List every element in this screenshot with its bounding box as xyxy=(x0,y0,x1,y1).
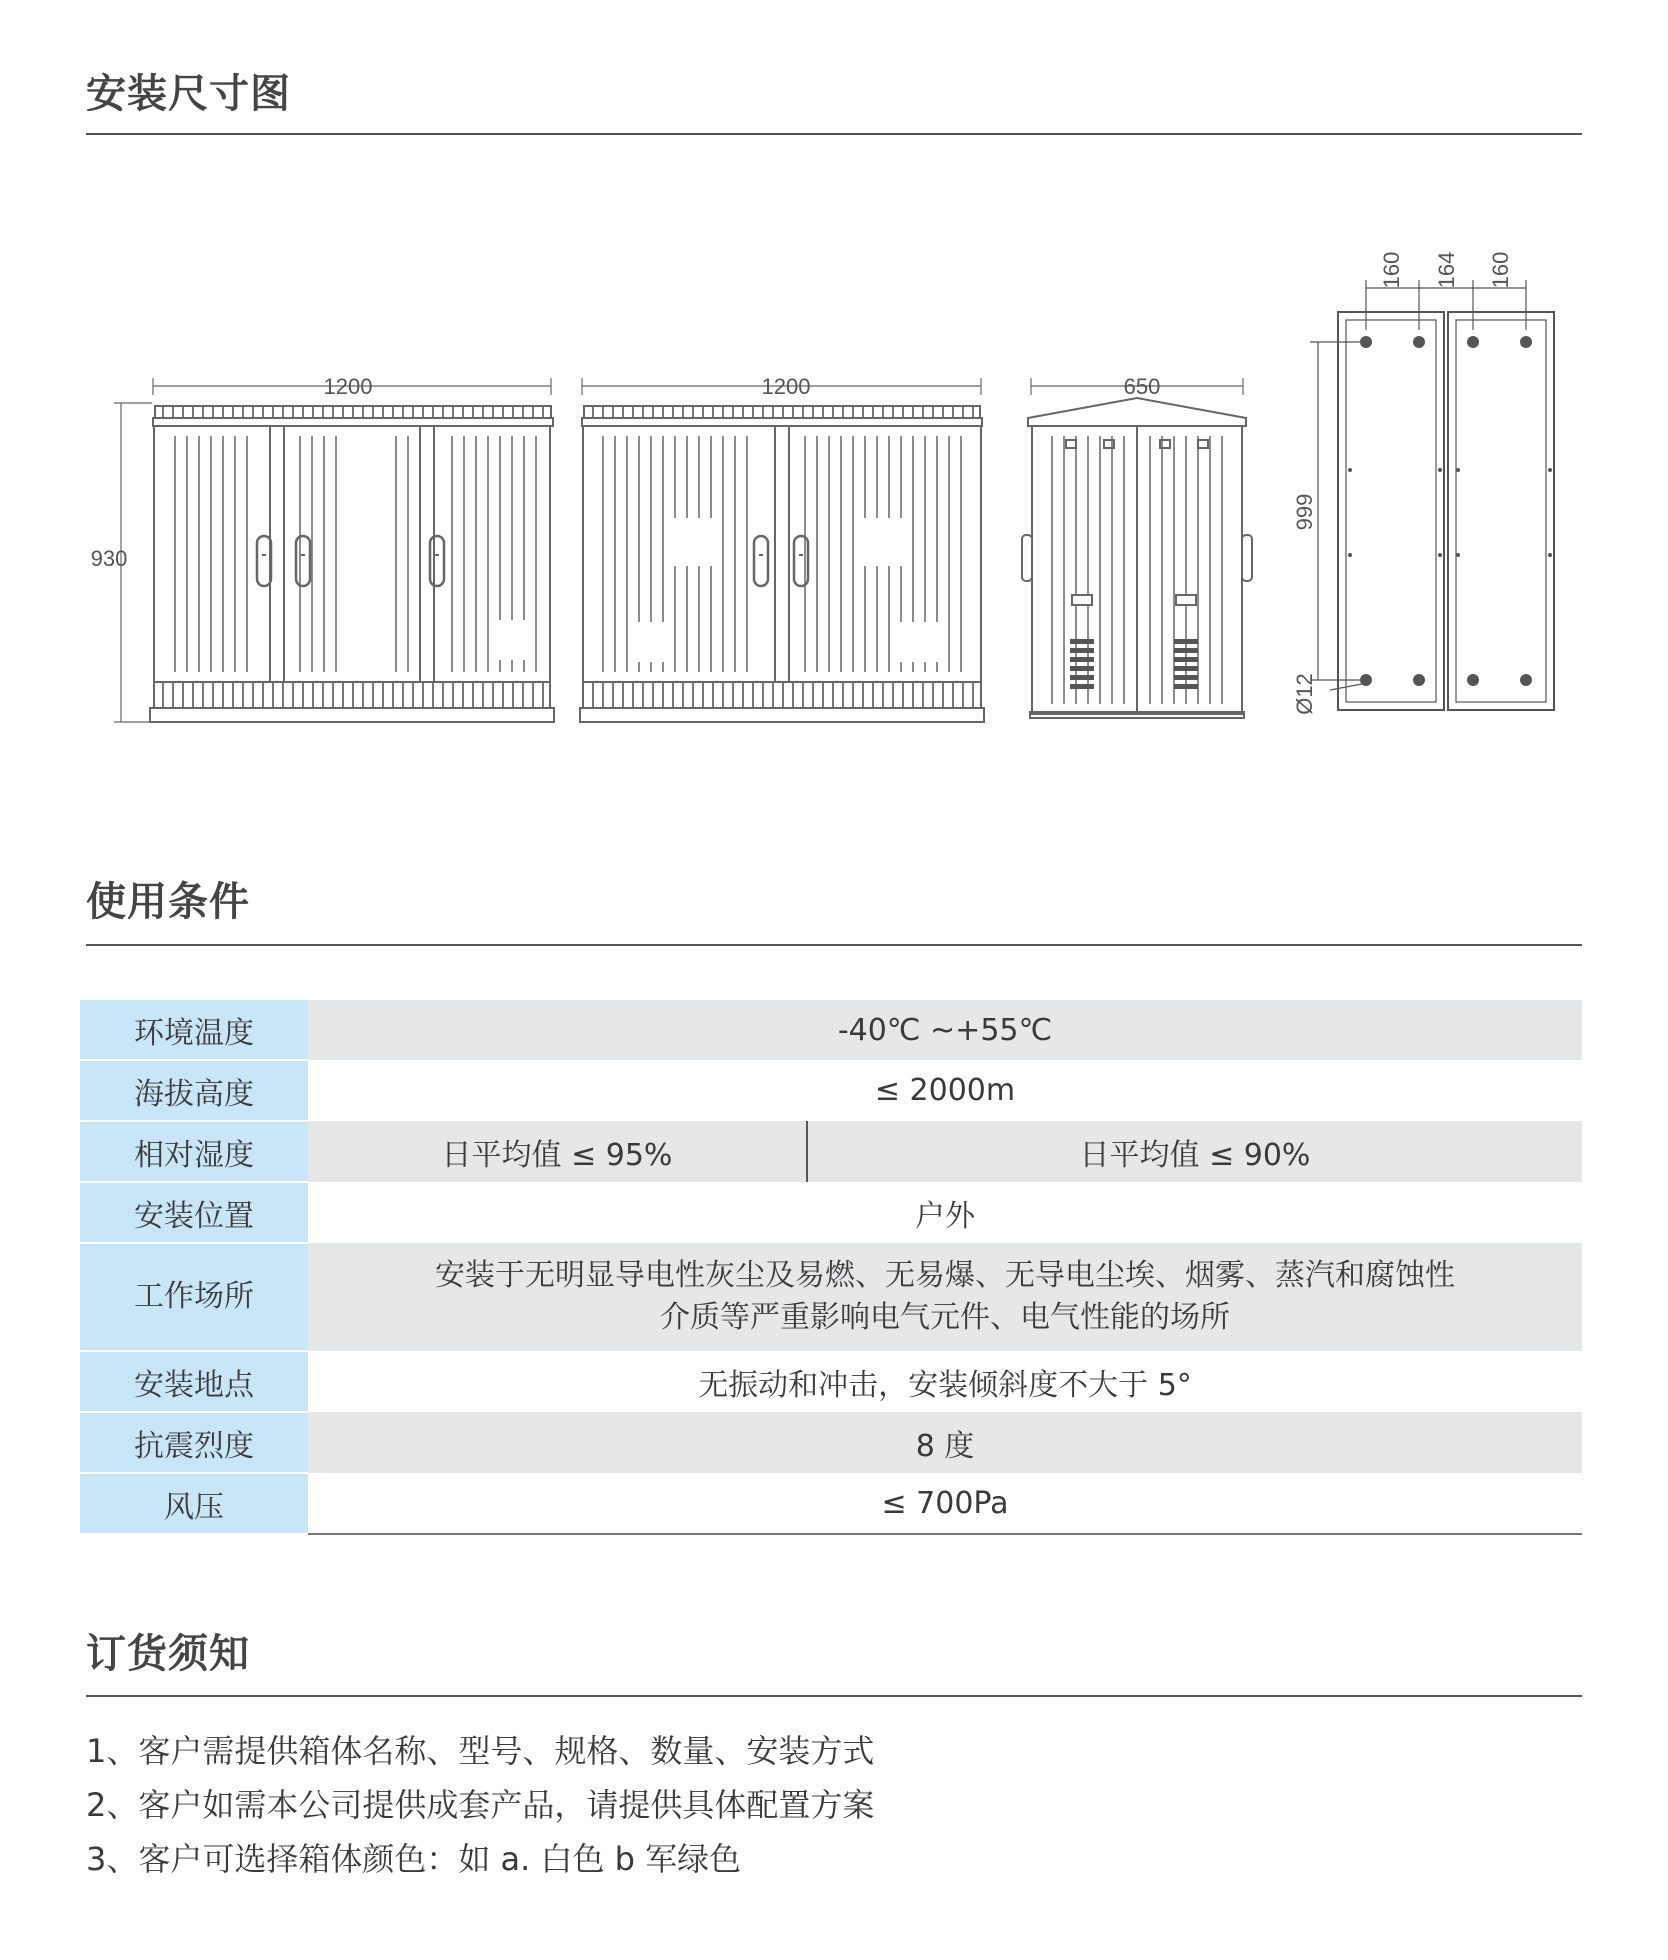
list-item: 2、客户如需本公司提供成套产品，请提供具体配置方案 xyxy=(86,1786,875,1824)
condition-label: 环境温度 xyxy=(80,1000,308,1060)
condition-value: -40℃ ~+55℃ xyxy=(308,1000,1582,1060)
condition-label: 抗震烈度 xyxy=(80,1412,308,1473)
front-view-three-door xyxy=(114,378,554,722)
table-row xyxy=(80,1182,1582,1243)
condition-value: ≤ 700Pa xyxy=(308,1473,1582,1534)
condition-value-left: 日平均值 ≤ 95% xyxy=(308,1121,807,1182)
condition-label: 风压 xyxy=(80,1473,308,1534)
ordering-notes-title: 订货须知 xyxy=(86,1631,250,1677)
condition-value: 8 度 xyxy=(308,1412,1582,1473)
table-row xyxy=(80,1000,1582,1060)
title-rule xyxy=(86,944,1582,946)
install-dimension-drawing xyxy=(0,0,1668,820)
dim-base-w2: 164 xyxy=(1434,251,1459,289)
dim-width-back: 1200 xyxy=(761,374,811,399)
condition-label: 相对湿度 xyxy=(80,1121,308,1182)
table-row xyxy=(80,1121,1582,1182)
dim-width-front: 1200 xyxy=(323,374,373,399)
list-item: 3、客户可选择箱体颜色：如 a. 白色 b 军绿色 xyxy=(86,1840,742,1878)
table-row xyxy=(80,1412,1582,1473)
condition-value-right: 日平均值 ≤ 90% xyxy=(807,1121,1582,1182)
condition-value: 户外 xyxy=(308,1182,1582,1243)
dim-hole-diameter: Ø12 xyxy=(1292,673,1317,715)
condition-value-line: 介质等严重影响电气元件、电气性能的场所 xyxy=(660,1300,1230,1335)
table-row xyxy=(80,1351,1582,1412)
dim-height: 930 xyxy=(90,546,128,571)
condition-value-line: 安装于无明显导电性灰尘及易燃、无易爆、无导电尘埃、烟雾、蒸汽和腐蚀性 xyxy=(435,1258,1455,1293)
usage-conditions-title: 使用条件 xyxy=(86,879,250,925)
condition-value: ≤ 2000m xyxy=(308,1060,1582,1121)
condition-label: 安装地点 xyxy=(80,1351,308,1412)
ordering-notes-list xyxy=(86,1724,874,1886)
dim-depth: 650 xyxy=(1123,374,1161,399)
list-item: 1、客户需提供箱体名称、型号、规格、数量、安装方式 xyxy=(86,1732,875,1770)
condition-value: 无振动和冲击，安装倾斜度不大于 5° xyxy=(308,1351,1582,1412)
usage-conditions-table xyxy=(80,1000,1582,1535)
dim-base-w3: 160 xyxy=(1488,251,1513,289)
table-row xyxy=(80,1060,1582,1121)
install-dimensions-title: 安装尺寸图 xyxy=(86,71,291,117)
condition-label: 工作场所 xyxy=(80,1243,308,1351)
dim-base-w1: 160 xyxy=(1379,251,1404,289)
base-plan-view xyxy=(1310,280,1554,710)
title-rule xyxy=(86,1695,1582,1697)
front-view-two-door xyxy=(580,378,984,722)
dim-base-length: 999 xyxy=(1292,493,1317,531)
side-view xyxy=(1022,378,1252,718)
condition-label: 海拔高度 xyxy=(80,1060,308,1121)
table-row xyxy=(80,1473,1582,1534)
condition-label: 安装位置 xyxy=(80,1182,308,1243)
table-row xyxy=(80,1243,1582,1351)
condition-value xyxy=(308,1243,1582,1351)
